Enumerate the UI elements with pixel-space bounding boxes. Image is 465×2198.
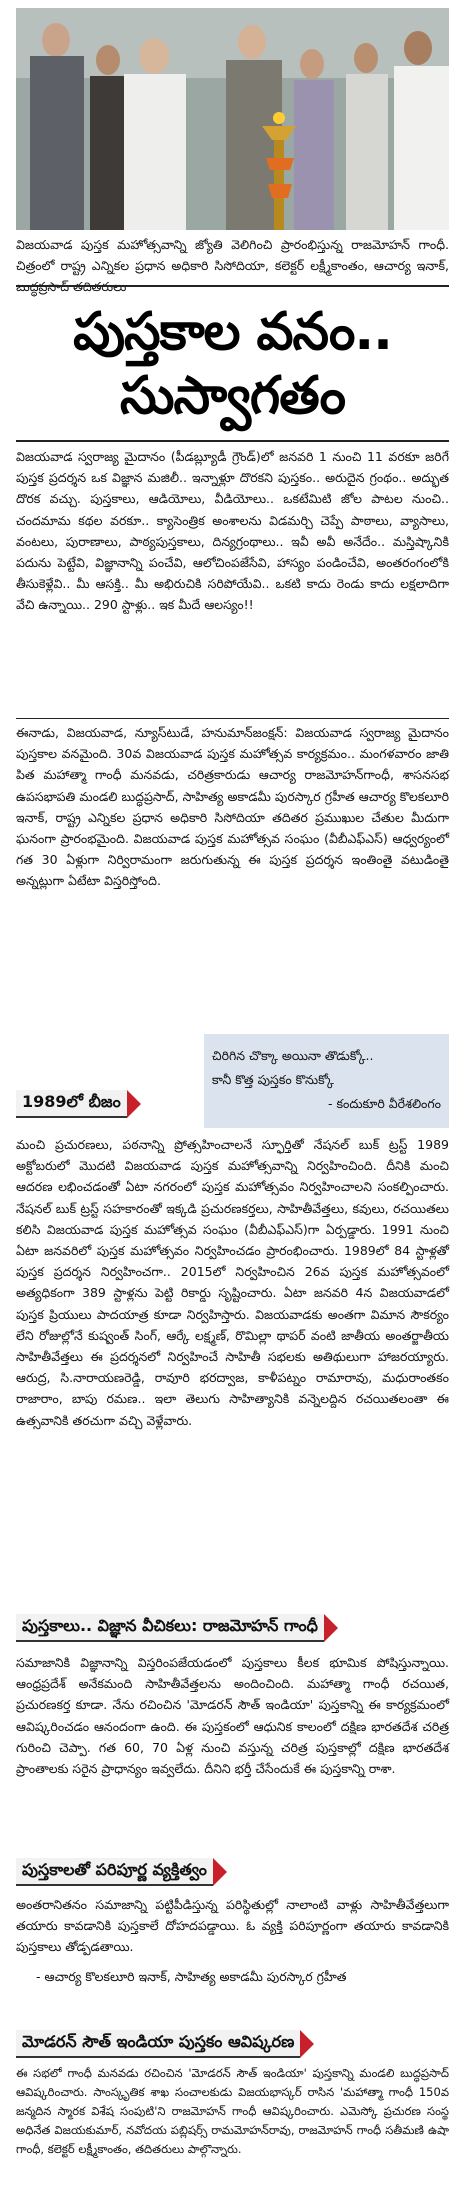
quote-line-2: కానీ కొత్త పుస్తకం కొనుక్కో — [212, 1072, 334, 1087]
divider — [16, 440, 449, 442]
section-byline: - ఆచార్య కొలకలూరి ఇనాక్, సాహిత్య అకాడమీ పురస్కార గ్రహీత — [36, 1968, 347, 1984]
event-photo — [16, 8, 449, 230]
photo-caption: విజయవాడ పుస్తక మహోత్సవాన్ని జ్యోతి వెలిగించి ప్రారంభిస్తున్న రాజమోహన్ గాంధీ. చిత్రంలో రాష్ట్ర ఎన్నికల ప్రధాన అధికారి సిసోదియా, కలెక్టర్ లక్ష్మీకాంతం, ఆచార్య ఇనాక్, — [16, 237, 449, 273]
section-body: అంతరానితనం సమాజాన్ని పట్టిపీడిస్తున్న పరిస్థితుల్లో నాలాంటి వాళ్లు సాహితీవేత్తలుగా తయారు కావడానికి పుస్తకాలే దోహదపడ్డాయి. ఓ వ్యక్తి పరిపూర్ణంగా తయారు కావడానికి పుస్తకాలు తోడ్పడతాయి. — [16, 1897, 449, 1955]
intro-paragraph: విజయవాడ స్వరాజ్య మైదానం (పీడబ్ల్యూడీ గ్రౌండ్)లో జనవరి 1 నుంచి 11 వరకూ జరిగే పుస్తక ప్రదర్శన ఒక విజ్ఞాన మజిలీ.. ఇన్నాళ్లూ దొరకని పుస్తకం.. అరుదైన గ్రంథం.. అద్భుత దొరక వచ్చు. పుస్తకాలు, ఆడియోలు, వీడియోలు.. ఒకటేమిటి జోల పాటల నుంచి.. చందమామ కథల వరకూ.. క్యాసెంత్రిక అంశాలను విడమర్చి చెప్పే పాఠాలు, వ్యాసాలు, వంటలు, పురాణాలు, పాఠ్యపుస్తకాలు, దిన్యగ్రంథాలు.. ఇవీ అవీ అనేదేం.. మస్తిష్కానికి పదును పెట్టేవి, విజ్ఞానాన్ని పంచేవి, ఆలోచింపజేసేవి, హాస్యం పండించేవి, అంతరంగంలోకి తీసుకెళ్లేవి.. మీ ఆసక్తి.. మీ అభిరుచికి సరిపోయేవి.. ఒకటి కాదు రెండు కాదు లక్షలాదిగా వేచి ఉన్నాయి.. 290 స్టాళ్లు.. ఇక మీదే ఆలస్యం!! — [16, 449, 449, 613]
section-title: పుస్తకాలు.. విజ్ఞాన వీచికలు: రాజమోహన్ గాంధీ — [16, 1614, 324, 1642]
section-title: పుస్తకాలతో పరిపూర్ణ వ్యక్తిత్వం — [16, 1858, 213, 1886]
headline-line-2: సుస్వాగతం — [119, 366, 346, 426]
section-body-personality — [16, 1894, 449, 1987]
divider — [16, 285, 449, 287]
section-body: మంచి ప్రచురణలు, పఠనాన్ని ప్రోత్సహించాలనే స్ఫూర్తితో నేషనల్ బుక్ ట్రస్ట్ 1989 అక్టోబరులో మొదటి విజయవాడ పుస్తక మహోత్సవాన్ని నిర్వహించింది. దీనికి మంచి ఆదరణ లభించడంతో ఏటా నగరంలో పుస్తక మహోత్సవం నిర్వహించాలని సంకల్పించారు. నేషనల్ బుక్ ట్రస్ట్ సహకారంతో ఇక్కడి ప్రచురణకర్తలు, సాహితీవేత్తలు, కవులు, రచయితలు కలిసి విజయవాడ పుస్తక మహోత్సవ సంఘం (వీబీఎఫ్ఎస్)గా ఏర్పడ్డారు. 1991 నుంచి ఏటా జనవరిలో పుస్తక మహోత్సవం నిర్వహించడం ప్రారంభించారు. 1989లో 84 స్టాళ్లతో పుస్తక ప్రదర్శన నిర్వహించగా.. 2015లో నిర్వహించిన 26వ పుస్తక మహోత్సవంలో అత్యధికంగా 389 స్టాళ్లను పెట్టి రికార్డు సృష్టించారు. ఏటా జనవరి 4న విజయవాడలో పుస్తక ప్రియులు పాదయాత్ర కూడా నిర్వహిస్తారు. విజయవాడకు అంతగా విమాన సౌకర్యం లేని రోజుల్లోనే కుష్వంత్ సింగ్, ఆర్కే లక్ష్మణ్, రొమిల్లా థాపర్ వంటి జాతీయ అంతర్జాతీయ సాహితీవేత్తలు ఈ ప్రదర్శనలో నిర్వహించే సాహితీ సభలకు అతిథులుగా హాజరయ్యారు. ఆరుద్ర, సి.నారాయణరెడ్డి, రావూరి భరద్వాజ, కాళీపట్నం రామారావు, మధురాంతకం రాజారాం, బాపు రమణ.. ఇలా తెలుగు సాహిత్యానికి వన్నెలద్దిన రచయితలంతా ఈ ఉత్సవానికి తరచుగా వచ్చి వెళ్లేవారు. — [16, 1137, 449, 1428]
arrow-icon — [324, 1614, 338, 1642]
section-body-rajmohan: సమాజానికి విజ్ఞానాన్ని విస్తరింపజేయడంలో పుస్తకాలు కీలక భూమిక పోషిస్తున్నాయి. ఆంధ్రప్రదేశ్ అనేకమంది సాహితీవేత్తలను అందించింది. మహాత్మా గాంధీ రచయిత, ప్రచురణకర్త కూడా. నేను రచించిన 'మోడరన్ సౌత్ ఇండియా' పుస్తకాన్ని ఈ కార్యక్రమంలో ఆవిష్కరించడం ఆనందంగా ఉంది. ఈ పుస్తకంలో ఆధునిక కాలంలో దక్షిణ భారతదేశ చరిత్ర గురించి చెప్పా. గత 60, 70 ఏళ్ల నుంచి వస్తున్న చరిత్ర పుస్తకాల్లో దక్షిణ భారతదేశ ప్రాంతాలకు సరైన ప్రాధాన్యం ఇవ్వలేదు. దీనిని భర్తీ చేసేందుకే ఈ పుస్తకాన్ని రాశా. — [16, 1655, 449, 1777]
section-heading-personality — [16, 1858, 227, 1886]
section-title: 1989లో బీజం — [16, 1090, 127, 1118]
quote-line-1: చిరిగిన చొక్కా అయినా తొడుక్కో.. — [212, 1048, 374, 1063]
section-heading-rajmohan — [16, 1614, 338, 1642]
quote-author: - కందుకూరి వీరేశలింగం — [328, 1096, 441, 1111]
headline-line-1: పుస్తకాల వనం.. — [73, 302, 392, 362]
divider — [16, 718, 449, 719]
section-body-1989 — [16, 1134, 449, 1431]
dateline-paragraph: ఈనాడు, విజయవాడ, న్యూస్‌టుడే, హనుమాన్‌జంక్షన్: విజయవాడ స్వరాజ్య మైదానం పుస్తకాల వనమైంది. 30వ విజయవాడ పుస్తక మహోత్సవ కార్యక్రమం.. మంగళవారం జాతి పిత మహాత్మా గాంధీ మనవడు, చరిత్రకారుడు ఆచార్య రాజమోహన్‌గాంధీ, శాసనసభ ఉపసభాపతి మండలి బుద్ధప్రసాద్, సాహిత్య అకాడమీ పురస్కార గ్రహీత ఆచార్య కొలకలూరి ఇనాక్, రాష్ట్ర ఎన్నికల ప్రధాన అధికారి సిసోదియా తదితర ప్రముఖుల చేతుల మీదుగా ఘనంగా ప్రారంభమైంది. విజయవాడ పుస్తక మహోత్సవ సంఘం (వీబీఎఫ్ఎస్) ఆధ్వర్యంలో గత 30 ఏళ్లుగా నిర్విరామంగా జరుగుతున్న ఈ పుస్తక ప్రదర్శన ఇంతింతై వటుడింతై అన్నట్లుగా ఏటేటా విస్తరిస్తోంది. — [16, 725, 449, 889]
arrow-icon — [127, 1090, 141, 1118]
arrow-icon — [213, 1858, 227, 1886]
quote-box — [204, 1034, 449, 1128]
arrow-icon — [300, 2030, 314, 2058]
event-photo-illustration — [16, 8, 449, 230]
section-heading-book-launch — [16, 2030, 314, 2058]
section-heading-1989 — [16, 1090, 141, 1118]
section-title: మోడరన్ సౌత్ ఇండియా పుస్తకం ఆవిష్కరణ — [16, 2030, 300, 2058]
section-body-book-launch: ఈ సభలో గాంధీ మనవడు రచించిన 'మోడరన్ సౌత్ ఇండియా' పుస్తకాన్ని మండలి బుద్ధప్రసాద్ ఆవిష్కరించారు. సాంస్కృతిక శాఖ సంచాలకుడు విజయభాస్కర్ రాసిన 'మహాత్మా గాంధీ 150వ జన్మదిన స్మారక విశేష సంపుటి'ని రాజమోహన్ గాంధీ ఆవిష్కరించారు. ఎమెస్కో ప్రచురణ సంస్థ అధినేత విజయకుమార్, నవోదయ పబ్లిషర్స్ రామమోహన్‌రావు, రాజమోహన్ గాంధీ సతీమణి ఉషా గాంధీ, కలెక్టర్ లక్ష్మీకాంతం, తదితరులు పాల్గొన్నారు. — [16, 2066, 449, 2156]
headline — [16, 300, 449, 428]
